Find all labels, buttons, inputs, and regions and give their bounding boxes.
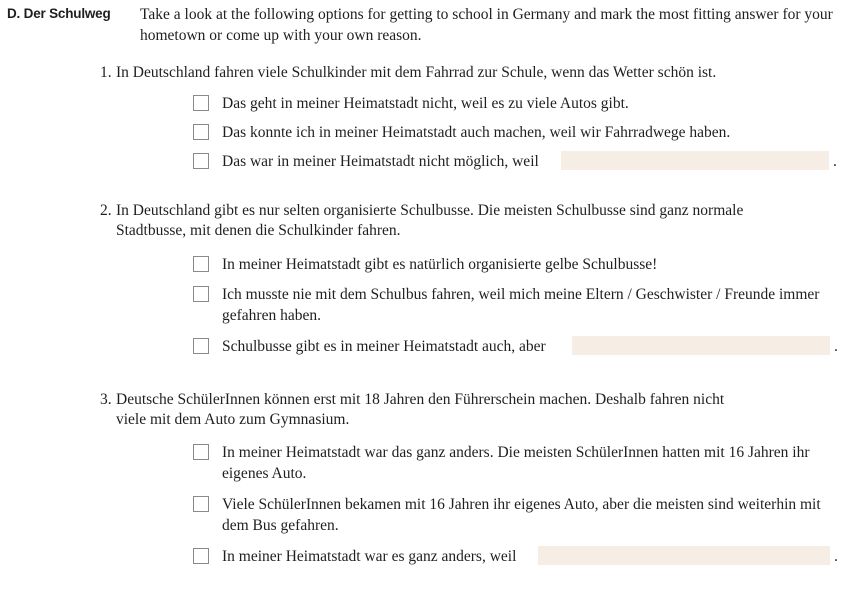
option-label: Das geht in meiner Heimatstadt nicht, weil es zu viele Autos gibt. [222, 95, 629, 112]
answer-field-period: . [834, 338, 838, 355]
answer-field-3[interactable] [538, 546, 830, 565]
answer-field-1[interactable] [561, 151, 829, 170]
question-3 [100, 390, 810, 430]
question-number: 2. [100, 202, 112, 219]
answer-field-period: . [833, 153, 837, 170]
answer-field-period: . [834, 548, 838, 565]
option-label: Das war in meiner Heimatstadt nicht möglich, weil [222, 153, 539, 170]
option-checkbox[interactable] [193, 496, 209, 512]
question-text: In Deutschland fahren viele Schulkinder mit dem Fahrrad zur Schule, wenn das Wetter schön ist. [116, 64, 717, 81]
option-label: In meiner Heimatstadt war es ganz anders, weil [222, 548, 517, 565]
option-checkbox[interactable] [193, 256, 209, 272]
question-2 [100, 201, 810, 241]
question-number: 1. [100, 64, 112, 81]
option-label: Das konnte ich in meiner Heimatstadt auch machen, weil wir Fahrradwege haben. [222, 124, 731, 141]
question-number: 3. [100, 391, 112, 408]
option-checkbox[interactable] [193, 444, 209, 460]
section-intro: Take a look at the following options for getting to school in Germany and mark the most fitting answer for your hometown or come up with your own reason. [140, 6, 833, 44]
question-text: In Deutschland gibt es nur selten organisierte Schulbusse. Die meisten Schulbusse sind ganz normale [116, 202, 744, 219]
option-checkbox[interactable] [193, 338, 209, 354]
option-label: In meiner Heimatstadt gibt es natürlich organisierte gelbe Schulbusse! [222, 256, 658, 273]
option-label: Viele SchülerInnen bekamen mit 16 Jahren ihr eigenes Auto, aber die meisten sind weiterhin mit dem Bus gefahren. [222, 496, 821, 534]
option-checkbox[interactable] [193, 95, 209, 111]
option-checkbox[interactable] [193, 286, 209, 302]
question-text-continued: Stadtbusse, mit denen die Schulkinder fahren. [116, 222, 401, 239]
option-label: Schulbusse gibt es in meiner Heimatstadt auch, aber [222, 338, 546, 355]
question-text-continued: viele mit dem Auto zum Gymnasium. [116, 411, 350, 428]
option-label: Ich musste nie mit dem Schulbus fahren, weil mich meine Eltern / Geschwister / Freunde immer gefahren haben. [222, 286, 820, 324]
option-checkbox[interactable] [193, 548, 209, 564]
option-checkbox[interactable] [193, 153, 209, 169]
question-text: Deutsche SchülerInnen können erst mit 18 Jahren den Führerschein machen. Deshalb fahren nicht [116, 391, 725, 408]
question-1 [100, 63, 810, 83]
answer-field-2[interactable] [572, 336, 830, 355]
option-checkbox[interactable] [193, 124, 209, 140]
section-label: D. Der Schulweg [7, 6, 111, 21]
option-label: In meiner Heimatstadt war das ganz anders. Die meisten SchülerInnen hatten mit 16 Jahren ihr eigenes Auto. [222, 444, 810, 482]
